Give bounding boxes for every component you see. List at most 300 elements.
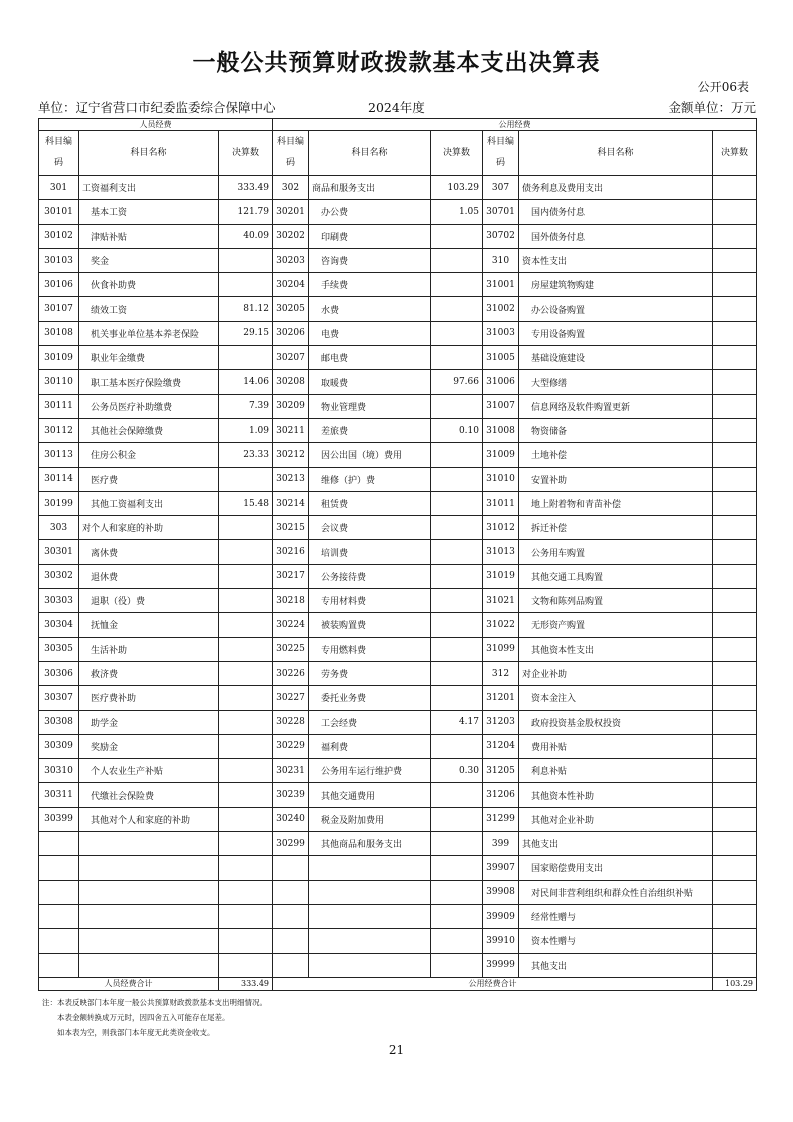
row-code-capital: 31012: [483, 516, 519, 540]
row-code-goods: [273, 904, 309, 928]
row-code-capital: 310: [483, 248, 519, 272]
row-code-capital: 30702: [483, 224, 519, 248]
row-code-personnel: [39, 929, 79, 953]
table-row: [39, 880, 757, 904]
row-name-goods: 印刷费: [309, 224, 431, 248]
row-name-personnel: 职工基本医疗保险缴费: [79, 370, 219, 394]
row-name-capital: 物资储备: [519, 418, 713, 442]
row-name-goods: [309, 929, 431, 953]
row-amount-capital: [713, 783, 757, 807]
table-row: [39, 200, 757, 224]
row-code-goods: 302: [273, 176, 309, 200]
row-name-goods: 差旅费: [309, 418, 431, 442]
row-name-capital: 信息网络及软件购置更新: [519, 394, 713, 418]
row-code-personnel: 30301: [39, 540, 79, 564]
row-name-capital: 其他支出: [519, 832, 713, 856]
table-row: [39, 346, 757, 370]
row-name-personnel: [79, 953, 219, 977]
row-code-goods: 30206: [273, 321, 309, 345]
row-amount-personnel: [219, 734, 273, 758]
row-amount-capital: [713, 394, 757, 418]
row-name-goods: 商品和服务支出: [309, 176, 431, 200]
table-row: [39, 370, 757, 394]
row-name-goods: 物业管理费: [309, 394, 431, 418]
row-amount-personnel: 40.09: [219, 224, 273, 248]
row-code-personnel: 30110: [39, 370, 79, 394]
row-code-personnel: 30308: [39, 710, 79, 734]
row-name-capital: 地上附着物和青苗补偿: [519, 491, 713, 515]
table-row: [39, 321, 757, 345]
row-amount-goods: [431, 807, 483, 831]
row-amount-capital: [713, 759, 757, 783]
row-code-goods: 30201: [273, 200, 309, 224]
row-code-personnel: 30304: [39, 613, 79, 637]
row-amount-personnel: [219, 880, 273, 904]
row-name-capital: 大型修缮: [519, 370, 713, 394]
row-amount-capital: [713, 224, 757, 248]
row-code-goods: 30205: [273, 297, 309, 321]
row-code-personnel: 30106: [39, 273, 79, 297]
row-amount-personnel: [219, 710, 273, 734]
row-amount-capital: [713, 710, 757, 734]
row-amount-capital: [713, 273, 757, 297]
table-row: [39, 224, 757, 248]
row-name-personnel: 退职（役）费: [79, 589, 219, 613]
row-name-personnel: 伙食补助费: [79, 273, 219, 297]
row-code-personnel: 30305: [39, 637, 79, 661]
row-name-personnel: 职业年金缴费: [79, 346, 219, 370]
row-name-personnel: [79, 832, 219, 856]
row-code-personnel: 30113: [39, 443, 79, 467]
row-code-goods: [273, 856, 309, 880]
row-name-capital: 基础设施建设: [519, 346, 713, 370]
row-name-personnel: 救济费: [79, 661, 219, 685]
row-name-personnel: 津贴补贴: [79, 224, 219, 248]
row-amount-goods: [431, 346, 483, 370]
row-code-capital: 31013: [483, 540, 519, 564]
public-total-label: 公用经费合计: [273, 977, 713, 990]
group-personnel: 人员经费: [39, 119, 273, 131]
row-amount-capital: [713, 929, 757, 953]
row-amount-capital: [713, 467, 757, 491]
row-code-personnel: 30102: [39, 224, 79, 248]
row-amount-goods: [431, 686, 483, 710]
report-meta: [38, 98, 756, 114]
row-amount-capital: [713, 418, 757, 442]
row-name-goods: 其他商品和服务支出: [309, 832, 431, 856]
expenditure-table: [38, 118, 757, 991]
row-name-personnel: 助学金: [79, 710, 219, 734]
row-name-personnel: 生活补助: [79, 637, 219, 661]
row-name-goods: 会议费: [309, 516, 431, 540]
table-row: [39, 661, 757, 685]
row-code-capital: 31008: [483, 418, 519, 442]
row-code-goods: 30213: [273, 467, 309, 491]
row-amount-capital: [713, 589, 757, 613]
row-code-goods: [273, 953, 309, 977]
row-amount-personnel: [219, 832, 273, 856]
table-row: [39, 589, 757, 613]
row-amount-personnel: [219, 807, 273, 831]
row-name-capital: 土地补偿: [519, 443, 713, 467]
row-code-capital: 31206: [483, 783, 519, 807]
row-amount-personnel: [219, 929, 273, 953]
table-row: [39, 418, 757, 442]
row-amount-personnel: 7.39: [219, 394, 273, 418]
row-code-goods: 30226: [273, 661, 309, 685]
row-amount-capital: [713, 856, 757, 880]
row-amount-capital: [713, 880, 757, 904]
row-name-personnel: 工资福利支出: [79, 176, 219, 200]
row-name-personnel: 绩效工资: [79, 297, 219, 321]
row-name-personnel: 医疗费: [79, 467, 219, 491]
row-name-capital: 公务用车购置: [519, 540, 713, 564]
row-code-personnel: 30109: [39, 346, 79, 370]
row-name-capital: 国家赔偿费用支出: [519, 856, 713, 880]
row-amount-personnel: 29.15: [219, 321, 273, 345]
row-amount-goods: 97.66: [431, 370, 483, 394]
row-code-goods: 30203: [273, 248, 309, 272]
row-amount-personnel: 81.12: [219, 297, 273, 321]
row-amount-capital: [713, 832, 757, 856]
row-name-personnel: 抚恤金: [79, 613, 219, 637]
row-code-goods: 30211: [273, 418, 309, 442]
row-code-capital: 399: [483, 832, 519, 856]
header-name-1: 科目名称: [79, 131, 219, 176]
row-code-personnel: 30111: [39, 394, 79, 418]
row-code-personnel: [39, 904, 79, 928]
row-code-goods: [273, 880, 309, 904]
header-amount-1: 决算数: [219, 131, 273, 176]
row-name-capital: 资本性赠与: [519, 929, 713, 953]
row-code-personnel: 30199: [39, 491, 79, 515]
row-code-personnel: [39, 880, 79, 904]
row-name-capital: 房屋建筑物购建: [519, 273, 713, 297]
row-name-personnel: [79, 856, 219, 880]
row-name-capital: 利息补贴: [519, 759, 713, 783]
table-row: [39, 491, 757, 515]
row-code-personnel: 30306: [39, 661, 79, 685]
row-code-personnel: 30310: [39, 759, 79, 783]
row-amount-personnel: [219, 346, 273, 370]
group-header-row: [39, 119, 757, 131]
row-amount-goods: [431, 734, 483, 758]
row-name-goods: 取暖费: [309, 370, 431, 394]
row-name-personnel: 奖励金: [79, 734, 219, 758]
row-name-goods: 其他交通费用: [309, 783, 431, 807]
header-code-1: 科目编码: [39, 131, 79, 176]
table-row: [39, 273, 757, 297]
row-code-personnel: 303: [39, 516, 79, 540]
row-amount-personnel: [219, 564, 273, 588]
row-name-capital: 其他交通工具购置: [519, 564, 713, 588]
table-row: [39, 394, 757, 418]
row-amount-goods: [431, 321, 483, 345]
row-name-capital: 其他对企业补助: [519, 807, 713, 831]
row-amount-goods: [431, 248, 483, 272]
row-name-personnel: 其他社会保障缴费: [79, 418, 219, 442]
row-amount-capital: [713, 904, 757, 928]
row-code-goods: 30227: [273, 686, 309, 710]
row-amount-capital: [713, 564, 757, 588]
row-code-goods: 30204: [273, 273, 309, 297]
table-row: [39, 904, 757, 928]
row-name-capital: 文物和陈列品购置: [519, 589, 713, 613]
row-amount-capital: [713, 613, 757, 637]
row-code-capital: 39999: [483, 953, 519, 977]
row-name-personnel: [79, 880, 219, 904]
row-code-goods: 30228: [273, 710, 309, 734]
row-name-goods: 因公出国（境）费用: [309, 443, 431, 467]
table-row: [39, 953, 757, 977]
row-code-personnel: [39, 856, 79, 880]
row-name-capital: 经常性赠与: [519, 904, 713, 928]
row-code-personnel: 30311: [39, 783, 79, 807]
row-code-capital: 31005: [483, 346, 519, 370]
row-name-capital: 拆迁补偿: [519, 516, 713, 540]
row-amount-capital: [713, 321, 757, 345]
page-number: 21: [388, 1043, 405, 1057]
row-code-goods: 30299: [273, 832, 309, 856]
row-amount-capital: [713, 516, 757, 540]
table-row: [39, 783, 757, 807]
row-name-goods: 电费: [309, 321, 431, 345]
row-amount-personnel: [219, 613, 273, 637]
row-code-goods: 30225: [273, 637, 309, 661]
row-amount-goods: 0.30: [431, 759, 483, 783]
table-row: [39, 613, 757, 637]
row-code-personnel: 30307: [39, 686, 79, 710]
row-amount-capital: [713, 734, 757, 758]
row-amount-goods: [431, 661, 483, 685]
row-code-goods: 30215: [273, 516, 309, 540]
year-label: 2024年度: [368, 100, 425, 115]
row-code-personnel: [39, 953, 79, 977]
row-name-goods: 维修（护）费: [309, 467, 431, 491]
row-amount-personnel: [219, 759, 273, 783]
row-amount-capital: [713, 953, 757, 977]
row-code-goods: 30217: [273, 564, 309, 588]
row-code-goods: 30229: [273, 734, 309, 758]
row-code-goods: 30207: [273, 346, 309, 370]
row-code-personnel: 301: [39, 176, 79, 200]
table-row: [39, 856, 757, 880]
row-name-personnel: 代缴社会保险费: [79, 783, 219, 807]
row-amount-goods: [431, 589, 483, 613]
row-amount-personnel: [219, 856, 273, 880]
row-name-capital: 办公设备购置: [519, 297, 713, 321]
row-amount-goods: [431, 929, 483, 953]
row-amount-personnel: 15.48: [219, 491, 273, 515]
table-row: [39, 686, 757, 710]
form-number: 公开06表: [697, 80, 749, 94]
row-amount-capital: [713, 637, 757, 661]
row-name-goods: [309, 953, 431, 977]
row-amount-personnel: [219, 273, 273, 297]
row-name-goods: 培训费: [309, 540, 431, 564]
table-row: [39, 540, 757, 564]
row-code-capital: 39908: [483, 880, 519, 904]
row-code-capital: 31205: [483, 759, 519, 783]
row-code-goods: 30209: [273, 394, 309, 418]
group-public: 公用经费: [273, 119, 757, 131]
row-name-capital: 对民间非营利组织和群众性自治组织补贴: [519, 880, 713, 904]
row-code-goods: 30231: [273, 759, 309, 783]
row-code-capital: 31007: [483, 394, 519, 418]
row-amount-goods: [431, 783, 483, 807]
row-name-capital: 资本金注入: [519, 686, 713, 710]
row-amount-personnel: 333.49: [219, 176, 273, 200]
table-row: [39, 516, 757, 540]
row-amount-capital: [713, 491, 757, 515]
row-code-capital: 31019: [483, 564, 519, 588]
row-code-goods: 30202: [273, 224, 309, 248]
row-name-goods: [309, 880, 431, 904]
row-code-personnel: 30114: [39, 467, 79, 491]
row-code-personnel: [39, 832, 79, 856]
row-amount-goods: [431, 637, 483, 661]
row-amount-goods: [431, 224, 483, 248]
row-name-goods: 咨询费: [309, 248, 431, 272]
row-name-goods: 被装购置费: [309, 613, 431, 637]
table-row: [39, 467, 757, 491]
table-row: [39, 443, 757, 467]
row-name-goods: 专用燃料费: [309, 637, 431, 661]
table-row: [39, 176, 757, 200]
row-code-capital: 31099: [483, 637, 519, 661]
row-code-capital: 31299: [483, 807, 519, 831]
row-amount-personnel: [219, 904, 273, 928]
row-name-capital: 国外债务付息: [519, 224, 713, 248]
row-code-goods: 30240: [273, 807, 309, 831]
row-amount-goods: [431, 394, 483, 418]
row-amount-personnel: [219, 467, 273, 491]
row-name-personnel: 公务员医疗补助缴费: [79, 394, 219, 418]
row-amount-personnel: 1.09: [219, 418, 273, 442]
table-row: [39, 734, 757, 758]
header-name-2: 科目名称: [309, 131, 431, 176]
personnel-total-value: 333.49: [219, 977, 273, 990]
row-amount-capital: [713, 297, 757, 321]
public-total-value: 103.29: [713, 977, 757, 990]
unit-label: 单位：辽宁省营口市纪委监委综合保障中心: [38, 100, 276, 115]
note-3: 如本表为空，则我部门本年度无此类资金收支。: [57, 1028, 215, 1037]
row-code-personnel: 30309: [39, 734, 79, 758]
row-code-capital: 307: [483, 176, 519, 200]
report-title: 一般公共预算财政拨款基本支出决算表: [192, 49, 601, 76]
row-code-capital: 31204: [483, 734, 519, 758]
row-name-capital: 无形资产购置: [519, 613, 713, 637]
row-amount-capital: [713, 661, 757, 685]
row-code-capital: 312: [483, 661, 519, 685]
row-amount-personnel: [219, 783, 273, 807]
row-amount-personnel: [219, 248, 273, 272]
row-code-capital: 31010: [483, 467, 519, 491]
row-name-goods: 税金及附加费用: [309, 807, 431, 831]
row-name-personnel: 基本工资: [79, 200, 219, 224]
row-name-capital: 政府投资基金股权投资: [519, 710, 713, 734]
row-code-capital: 31001: [483, 273, 519, 297]
row-code-capital: 31022: [483, 613, 519, 637]
row-amount-personnel: 14.06: [219, 370, 273, 394]
row-code-capital: 31002: [483, 297, 519, 321]
row-amount-personnel: [219, 516, 273, 540]
row-code-personnel: 30302: [39, 564, 79, 588]
row-amount-capital: [713, 443, 757, 467]
row-amount-goods: [431, 540, 483, 564]
row-name-capital: 专用设备购置: [519, 321, 713, 345]
row-amount-capital: [713, 176, 757, 200]
row-amount-personnel: [219, 540, 273, 564]
row-amount-goods: 4.17: [431, 710, 483, 734]
row-name-goods: [309, 904, 431, 928]
table-row: [39, 297, 757, 321]
note-1: 注：本表反映部门本年度一般公共预算财政拨款基本支出明细情况。: [42, 998, 267, 1007]
row-name-personnel: 对个人和家庭的补助: [79, 516, 219, 540]
row-amount-goods: 1.05: [431, 200, 483, 224]
table-row: [39, 564, 757, 588]
row-code-goods: 30239: [273, 783, 309, 807]
row-amount-personnel: [219, 589, 273, 613]
row-code-personnel: 30399: [39, 807, 79, 831]
row-name-capital: 债务利息及费用支出: [519, 176, 713, 200]
row-code-capital: 31203: [483, 710, 519, 734]
row-name-personnel: [79, 904, 219, 928]
row-amount-goods: [431, 856, 483, 880]
row-name-goods: 工会经费: [309, 710, 431, 734]
row-code-goods: 30224: [273, 613, 309, 637]
table-row: [39, 929, 757, 953]
row-amount-capital: [713, 346, 757, 370]
row-name-goods: 租赁费: [309, 491, 431, 515]
header-amount-3: 决算数: [713, 131, 757, 176]
row-name-personnel: 医疗费补助: [79, 686, 219, 710]
row-amount-personnel: [219, 686, 273, 710]
row-amount-capital: [713, 200, 757, 224]
money-unit-label: 金额单位：万元: [668, 100, 756, 115]
table-row: [39, 759, 757, 783]
row-name-personnel: 个人农业生产补贴: [79, 759, 219, 783]
row-name-goods: 劳务费: [309, 661, 431, 685]
row-name-personnel: 离休费: [79, 540, 219, 564]
header-code-2: 科目编码: [273, 131, 309, 176]
row-amount-goods: [431, 491, 483, 515]
row-code-capital: 31021: [483, 589, 519, 613]
row-name-capital: 对企业补助: [519, 661, 713, 685]
row-amount-goods: [431, 297, 483, 321]
row-code-capital: 31011: [483, 491, 519, 515]
totals-row: [39, 977, 757, 990]
row-amount-goods: [431, 467, 483, 491]
header-name-3: 科目名称: [519, 131, 713, 176]
row-amount-personnel: 23.33: [219, 443, 273, 467]
row-amount-capital: [713, 248, 757, 272]
row-amount-goods: [431, 273, 483, 297]
row-name-personnel: 住房公积金: [79, 443, 219, 467]
row-name-goods: 委托业务费: [309, 686, 431, 710]
personnel-total-label: 人员经费合计: [39, 977, 219, 990]
row-amount-personnel: 121.79: [219, 200, 273, 224]
row-code-capital: 31006: [483, 370, 519, 394]
row-amount-capital: [713, 370, 757, 394]
row-code-personnel: 30103: [39, 248, 79, 272]
row-name-capital: 费用补贴: [519, 734, 713, 758]
row-amount-goods: [431, 953, 483, 977]
row-name-capital: 安置补助: [519, 467, 713, 491]
row-code-goods: [273, 929, 309, 953]
row-name-personnel: 退休费: [79, 564, 219, 588]
row-name-personnel: 其他工资福利支出: [79, 491, 219, 515]
